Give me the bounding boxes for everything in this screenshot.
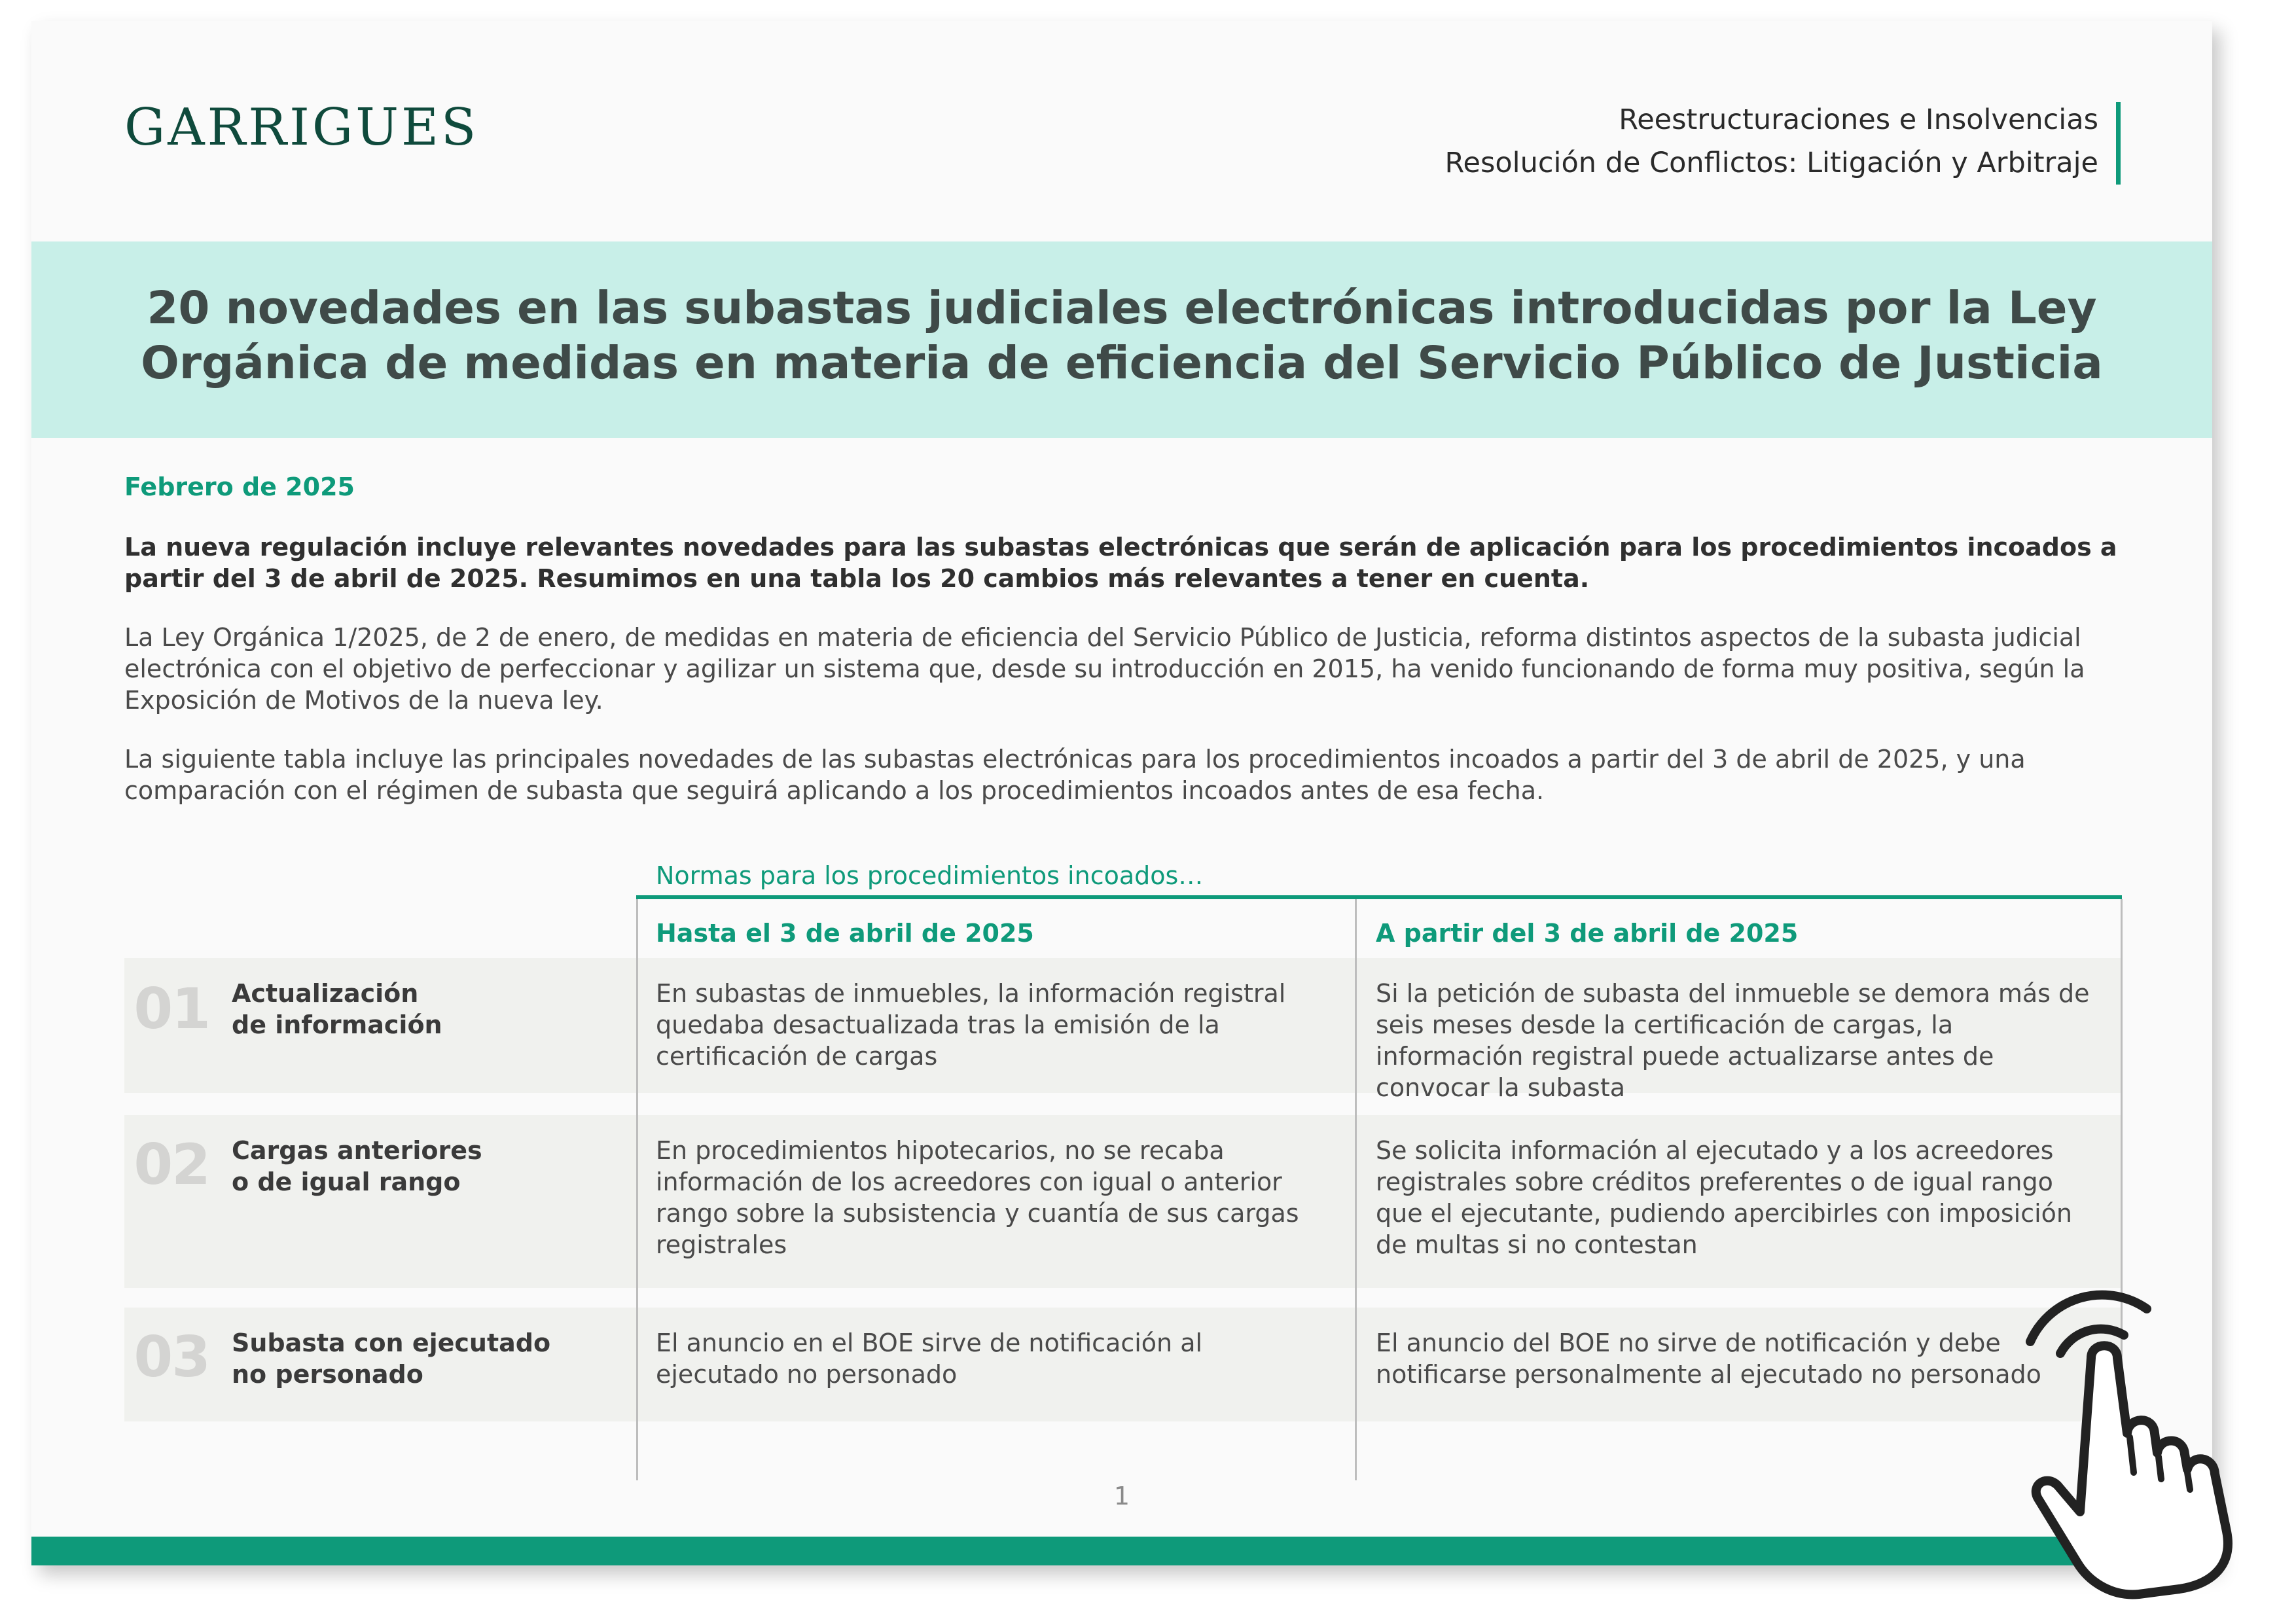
- table-row: [124, 958, 2122, 1102]
- column-header-before: Hasta el 3 de abril de 2025: [656, 919, 1034, 948]
- document-page: [31, 21, 2212, 1565]
- cell-before: El anuncio en el BOE sirve de notificación al ejecutado no personado: [656, 1329, 1203, 1389]
- table-group-rule: [636, 895, 2122, 899]
- table-row: [124, 1115, 2122, 1288]
- cell-after: Se solicita información al ejecutado y a los acreedores registrales sobre créditos preferentes o de igual rango que el ejecutante, pudiendo apercibirles con imposición de multas si no contestan: [1376, 1136, 2072, 1259]
- row-number: 01: [134, 976, 209, 1042]
- page-number: 1: [1113, 1482, 1130, 1510]
- table-row: [124, 1308, 2122, 1421]
- practice-areas: [1182, 98, 2098, 185]
- practice-area: Reestructuraciones e Insolvencias: [1619, 103, 2098, 136]
- row-topic: [232, 1135, 690, 1198]
- lead-paragraph: La nueva regulación incluye relevantes novedades para las subastas electrónicas que serán de aplicación para los procedimientos incoados a partir del 3 de abril de 2025. Resumimos en una tabla los 20 cambios más relevantes a tener en cuenta.: [124, 533, 2117, 593]
- row-topic-line: no personado: [232, 1360, 423, 1389]
- row-topic: [232, 978, 690, 1041]
- practice-area: Resolución de Conflictos: Litigación y Arbitraje: [1444, 147, 2098, 179]
- title-line: Orgánica de medidas en materia de eficiencia del Servicio Público de Justicia: [141, 337, 2103, 389]
- cell-after: El anuncio del BOE no sirve de notificación y debe notificarse personalmente al ejecutado no personado: [1376, 1329, 2041, 1389]
- table-group-label: Normas para los procedimientos incoados…: [656, 861, 1204, 890]
- title-banner: [31, 241, 2212, 438]
- column-divider: [636, 899, 638, 1480]
- garrigues-logo: GARRIGUES: [124, 98, 479, 157]
- hand-tap-icon[interactable]: [1983, 1270, 2296, 1603]
- body-paragraph: La siguiente tabla incluye las principales novedades de las subastas electrónicas para los procedimientos incoados a partir del 3 de abril de 2025, y una comparación con el régimen de subasta que seguirá aplicando a los procedimientos incoados antes de esa fecha.: [124, 745, 2026, 805]
- row-topic-line: Actualización: [232, 979, 419, 1008]
- row-topic-line: o de igual rango: [232, 1168, 461, 1196]
- row-topic-line: de información: [232, 1010, 442, 1039]
- row-topic: [232, 1327, 690, 1390]
- practice-areas-divider: [2116, 102, 2121, 185]
- footer-bar: [31, 1537, 2212, 1565]
- row-topic-line: Cargas anteriores: [232, 1136, 482, 1165]
- row-number: 03: [134, 1325, 209, 1390]
- publication-date: Febrero de 2025: [124, 473, 355, 501]
- cell-before: En subastas de inmuebles, la información registral quedaba desactualizada tras la emisión de la certificación de cargas: [656, 979, 1286, 1071]
- column-divider: [1355, 899, 1357, 1480]
- row-topic-line: Subasta con ejecutado: [232, 1329, 551, 1357]
- column-header-after: A partir del 3 de abril de 2025: [1376, 919, 1799, 948]
- cell-after: Si la petición de subasta del inmueble se demora más de seis meses desde la certificación de cargas, la información registral puede actualizarse antes de convocar la subasta: [1376, 979, 2090, 1102]
- body-paragraph: La Ley Orgánica 1/2025, de 2 de enero, de medidas en materia de eficiencia del Servicio Público de Justicia, reforma distintos aspectos de la subasta judicial electrónica con el objetivo de perfeccionar y agilizar un sistema que, desde su introducción en 2015, ha venido funcionando de forma muy positiva, según la Exposición de Motivos de la nueva ley.: [124, 623, 2085, 715]
- document-title: [97, 281, 2147, 391]
- cell-before: En procedimientos hipotecarios, no se recaba información de los acreedores con igual o anterior rango sobre la subsistencia y cuantía de sus cargas registrales: [656, 1136, 1299, 1259]
- title-line: 20 novedades en las subastas judiciales electrónicas introducidas por la Ley: [147, 282, 2097, 334]
- row-number: 02: [134, 1132, 209, 1198]
